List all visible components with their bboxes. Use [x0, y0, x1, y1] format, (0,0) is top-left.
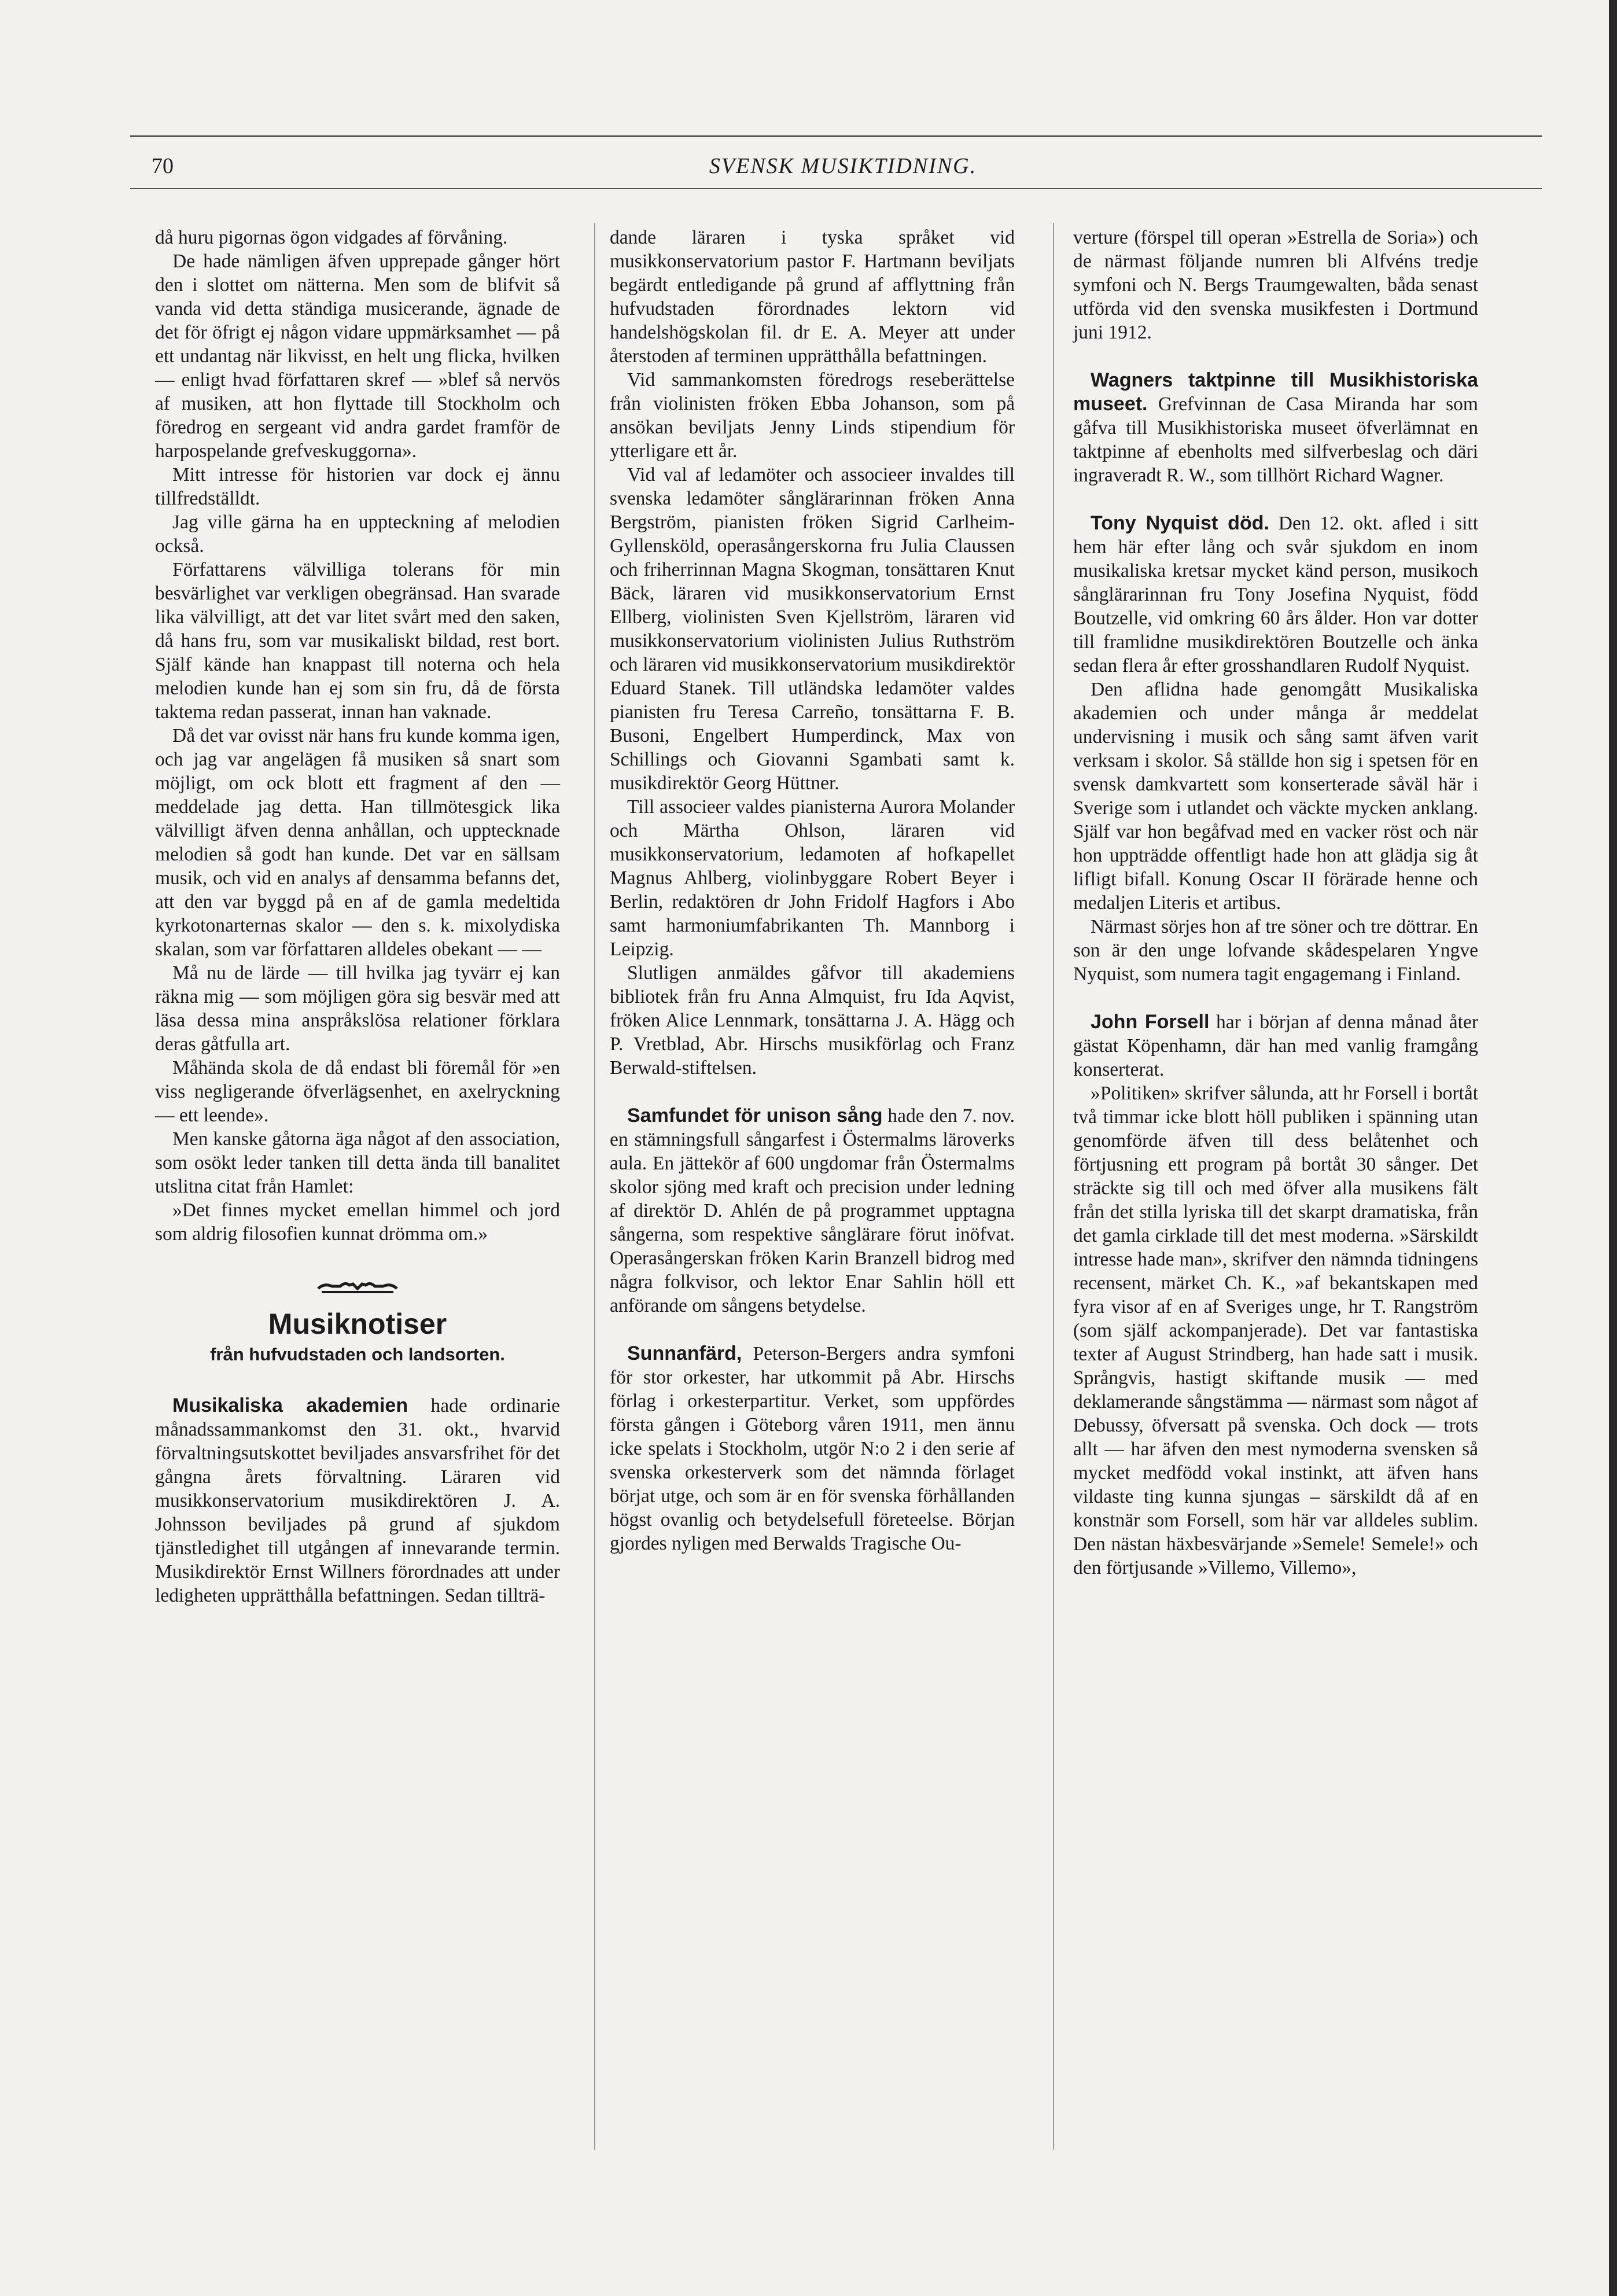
paragraph: »Det finnes mycket emellan himmel och jord som aldrig filosofien kunnat drömma om.»: [155, 1199, 560, 1245]
paragraph: Slutligen anmäldes gåfvor till akademiens bibliotek från fru Anna Almquist, fru Ida Aqvist, fröken Alice Lennmark, tonsättarna J. A. Hägg och P. Vretblad, Abr. Hirschs musikförlag och Franz Berwald-stiftelsen.: [610, 962, 1015, 1079]
news-item: [1073, 1010, 1478, 1081]
ornament-divider-icon: [317, 1279, 398, 1296]
page-number: 70: [152, 154, 174, 178]
paragraph: då huru pigornas ögon vidgades af förvåning.: [155, 227, 508, 248]
column-separator: [594, 223, 595, 2150]
news-heading: Samfundet för unison sång: [627, 1105, 883, 1127]
paragraph: Måhända skola de då endast bli föremål för »en viss negligerande öfverlägsenhet, en axelryckning — ett leende».: [155, 1057, 560, 1126]
column-2: [610, 226, 1015, 1555]
paragraph: Jag ville gärna ha en uppteckning af melodien också.: [155, 512, 560, 557]
paragraph: Må nu de lärde — till hvilka jag tyvärr ej kan räkna mig — som möjligen göra sig besvär med att läsa dessa mina anspråkslösa relationer förklara deras gåtfulla art.: [155, 962, 560, 1055]
column-1: [155, 226, 560, 1607]
news-text: Peterson-Bergers andra symfoni för stor orkester, har utkommit på Abr. Hirschs förlag i orkesterpartitur. Verket, som uppfördes första gången i Göteborg våren 1911, men ännu icke spelats i Stockholm, utgör N:o 2 i den serie af svenska orkesterverk som det nämnda förlaget börjat utge, och som är en för svenska förhållanden högst ovanlig och betydelsefull företeelse. Början gjordes nyligen med Berwalds Tragische Ou-: [610, 1343, 1015, 1554]
paragraph: Då det var ovisst när hans fru kunde komma igen, och jag var angelägen få musiken så snart som möjligt, om ock blott ett fragment af den — meddelade jag detta. Han tillmötesgick lika välvilligt äfven denna anhållan, och upptecknade melodien så godt han kunde. Det var en sällsam musik, och vid en analys af densamma befanns det, att den var byggd på en af de gamla medeltida kyrkotonarternas skalor — den s. k. mixolydiska skalan, som var författaren alldeles obekant — —: [155, 725, 560, 960]
news-text: hade den 7. nov. en stämningsfull sångarfest i Östermalms läroverks aula. En jättekör af 600 ungdomar från Östermalms skolor sjöng med kraft och precision under ledning af direktör D. Ahlén de på programmet upptagna sångerna, som respektive sånglärare förut inöfvat. Operasångerskan fröken Karin Branzell bidrog med några folkvisor, och lektor Enar Sahlin höll ett anförande om sångens betydelse.: [610, 1105, 1015, 1316]
page-header: [152, 152, 1534, 181]
section-subtitle: från hufvudstaden och landsorten.: [210, 1344, 505, 1364]
paragraph: »Politiken» skrifver sålunda, att hr Forsell i bortåt två timmar icke blott höll publiken i spänning utan genomförde äfven till dess belåtenhet och förtjusning ett program på bortåt 30 sånger. Det sträckte sig till och med öfver alla musikens fält från det stilla lyriska till det skarpt dramatiska, från det gamla cirklade till det mest moderna. »Särskildt intresse hade man», skrifver den nämnda tidningens recensent, märket Ch. K., »af bekantskapen med fyra visor af en af Sveriges unge, hr T. Rangström (som själf ackompanjerade). Det var fantastiska texter af August Strindberg, han hade satt i musik. Språngvis, hastigt skiftande musik — med deklamerande sångstämma — närmast som något af Debussy, öfversatt på svenska. Och dock — trots allt — har äfven den mest nymoderna svensken så mycket medfödd vokal instinkt, att äfven hans vildaste ting kunna sjungas – särskildt då af en konstnär som Forsell, som här var alldeles sublim. Den nästan häxbesvärjande »Semele! Semele!» och den förtjusande »Villemo, Villemo»,: [1073, 1083, 1478, 1578]
news-item: [1073, 512, 1478, 678]
paragraph: Författarens välvilliga tolerans för min besvärlighet var verkligen obegränsad. Han svarade lika välvilligt, att det var litet svårt med den saken, då hans fru, som var musikaliskt bildad, rest bort. Själf kände han knappast till noterna och hela melodien kunde han ej som sin fru, då de första taktema redan passerat, innan han vaknade.: [155, 559, 560, 723]
paragraph: Vid val af ledamöter och associeer invaldes till svenska ledamöter sånglärarinnan fröken Anna Bergström, pianisten fröken Sigrid Carlheim-Gyllensköld, operasångerskorna fru Julia Claussen och friherrinnan Magna Skogman, tonsättaren Knut Bäck, läraren vid musikkonservatorium Ernst Ellberg, violinisten Sven Kjellström, läraren vid musikkonservatorium violinisten Julius Ruthström och läraren vid musikkonservatorium musikdirektör Eduard Stanek. Till utländska ledamöter valdes pianisten fru Teresa Carreño, tonsättarna F. B. Busoni, Engelbert Humperdinck, Max von Schillings och Giovanni Sgambati samt k. musikdirektör Georg Hüttner.: [610, 464, 1015, 794]
news-text: hade ordinarie månadssammankomst den 31. okt., hvarvid förvaltningsutskottet beviljades ansvarsfrihet för det gångna årets förvaltning. Läraren vid musikkonservatorium musikdirektören J. A. Johnsson beviljades på grund af sjukdom tjänstledighet till utgången af innevarande termin. Musikdirektör Ernst Willners förordnades att under ledigheten upprätthålla befattningen. Sedan tillträ-: [155, 1395, 560, 1606]
news-item: [610, 1342, 1015, 1555]
news-heading: Wagners taktpinne till Musikhistoriska museet.: [1073, 369, 1478, 415]
news-text: Den 12. okt. afled i sitt hem här efter lång och svår sjukdom en inom musikaliska kretsar mycket känd person, musikoch sånglärarinnan fru Tony Josefina Nyquist, född Boutzelle, vid omkring 60 års ålder. Hon var dotter till framlidne musikdirektören Boutzelle och änka sedan flera år efter grosshandlaren Rudolf Nyquist.: [1073, 513, 1479, 676]
scan-edge: [1609, 0, 1617, 2296]
paragraph: Mitt intresse för historien var dock ej ännu tillfredställdt.: [155, 464, 560, 509]
news-item: [610, 1104, 1015, 1318]
paragraph: Den aflidna hade genomgått Musikaliska akademien och under många år meddelat undervisning i musik och sång samt äfven varit verksam i skolor. Så ställde hon sig i spetsen för en svensk damkvartett som konserterade såväl här i Sverige som i utlandet och väckte mycken anklang. Själf var hon begåfvad med en vacker röst och när hon uppträdde offentligt hade hon att glädja sig åt lifligt bifall. Konung Oscar II förärade henne och medaljen Literis et artibus.: [1073, 679, 1478, 914]
paragraph: Vid sammankomsten föredrogs reseberättelse från violinisten fröken Ebba Johanson, som på ansökan beviljats Jenny Linds stipendium för ytterligare ett år.: [610, 369, 1015, 462]
top-rule: [130, 135, 1542, 137]
paragraph: dande läraren i tyska språket vid musikkonservatorium pastor F. Hartmann beviljats begärdt entledigande på grund af afflyttning från hufvudstaden förordnades lektorn vid handelshögskolan fil. dr E. A. Meyer att under återstoden af terminen upprätthålla befattningen.: [610, 227, 1015, 367]
paragraph: Men kanske gåtorna äga något af den association, som osökt leder tanken till detta ända till banalitet utslitna citat från Hamlet:: [155, 1128, 560, 1197]
news-item: [1073, 369, 1478, 487]
paragraph: verture (förspel till operan »Estrella de Soria») och de närmast följande numren bli Alfvéns tredje symfoni och N. Bergs Traumgewalten, båda senast utförda vid den svenska musikfesten i Dortmund juni 1912.: [1073, 227, 1478, 343]
section-title: Musiknotiser: [268, 1308, 447, 1340]
header-rule: [130, 188, 1542, 189]
news-heading: Tony Nyquist död.: [1091, 512, 1269, 534]
journal-title: SVENSK MUSIKTIDNING.: [709, 154, 977, 178]
column-separator: [1053, 223, 1054, 2150]
news-heading: Sunnanfärd,: [627, 1342, 742, 1364]
news-heading: Musikaliska akademien: [172, 1394, 408, 1416]
paragraph: De hade nämligen äfven upprepade gånger hört den i slottet om nätterna. Men som de blifvit så vanda vid detta ständiga musicerande, ägnade de det för öfrigt ej någon vidare uppmärksamhet — på ett undantag när likvisst, en helt ung flicka, hvilken — enligt hvad författaren skref — »blef så nervös af musiken, att hon flyttade till Stockholm och föredrog en sergeant vid andra gardet framför de harpospelande grefveskuggorna».: [155, 251, 560, 462]
paragraph: Närmast sörjes hon af tre söner och tre döttrar. En son är den unge lofvande skådespelaren Yngve Nyquist, som numera tagit engagemang i Finland.: [1073, 916, 1478, 985]
news-text: har i början af denna månad åter gästat Köpenhamn, där han med vanlig framgång konserterat.: [1073, 1011, 1478, 1080]
news-item: [155, 1394, 560, 1607]
news-heading: John Forsell: [1091, 1011, 1210, 1033]
paragraph: Till associeer valdes pianisterna Aurora Molander och Märtha Ohlson, läraren vid musikkonservatorium, ledamoten af hofkapellet Magnus Ahlberg, violinbyggare Robert Beyer i Berlin, redaktören dr John Fridolf Hagfors i Abo samt harmoniumfabrikanten Th. Mannborg i Leipzig.: [610, 796, 1015, 960]
column-3: [1073, 226, 1478, 1580]
news-text: Grefvinnan de Casa Miranda har som gåfva till Musikhistoriska museet öfverlämnat en taktpinne af ebenholts med silfverbeslag och däri ingraveradt R. W., som tillhört Richard Wagner.: [1073, 393, 1478, 486]
